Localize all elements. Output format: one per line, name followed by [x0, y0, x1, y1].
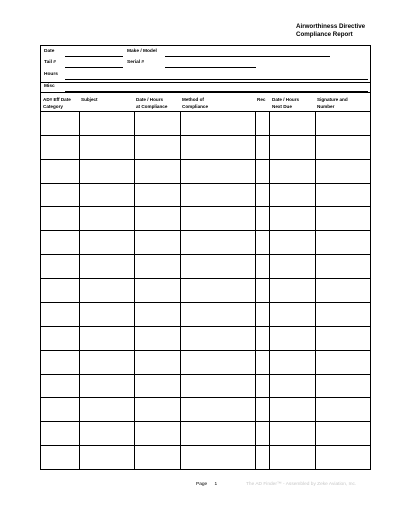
table-row	[41, 421, 370, 422]
column-header-line-2: Number	[317, 104, 335, 109]
aircraft-info-box	[40, 45, 371, 93]
column-header-line-1: Date / Hours	[272, 97, 300, 102]
tail-field[interactable]	[65, 67, 123, 68]
serial-label: Serial #	[127, 60, 145, 65]
table-row	[41, 254, 370, 255]
column-header-line-1: AD# Eff Date	[43, 97, 71, 102]
column-header-subject	[81, 96, 98, 103]
column-divider	[180, 111, 181, 469]
page-number: 1	[214, 482, 218, 487]
column-header-line-1: Method of	[182, 97, 204, 102]
column-header-line-2: Subject	[81, 97, 98, 102]
column-header-date-hours-compliance	[136, 96, 167, 110]
page-indicator	[196, 482, 217, 487]
report-title-line-1: Airworthiness Directive	[296, 23, 366, 30]
column-header-category	[43, 96, 71, 110]
date-field[interactable]	[65, 56, 123, 57]
misc-field[interactable]	[65, 91, 368, 92]
column-header-line-1: Signature and	[317, 97, 348, 102]
column-header-line-1: Date / Hours	[136, 97, 164, 102]
column-divider	[79, 111, 80, 469]
hours-label: Hours	[44, 72, 58, 77]
column-divider	[269, 111, 270, 469]
misc-label: Misc	[44, 84, 55, 89]
date-label: Date	[44, 49, 55, 54]
column-header-method	[182, 96, 208, 110]
column-header-line-2: Compliance	[182, 104, 209, 109]
column-header-line-2: Rec	[257, 97, 266, 102]
table-row	[41, 135, 370, 136]
table-row	[41, 159, 370, 160]
tail-label: Tail #	[44, 60, 56, 65]
column-header-rec	[257, 96, 265, 103]
table-row	[41, 374, 370, 375]
table-row	[41, 302, 370, 303]
serial-field[interactable]	[165, 67, 256, 68]
make-model-label: Make / Model	[127, 49, 157, 54]
table-row	[41, 206, 370, 207]
table-row	[41, 111, 370, 112]
make-model-field[interactable]	[165, 56, 330, 57]
report-title-line-2: Compliance Report	[296, 31, 353, 39]
hours-field[interactable]	[65, 79, 368, 80]
column-divider	[315, 111, 316, 469]
report-title	[296, 23, 365, 40]
table-row	[41, 278, 370, 279]
footer-note: The AD Finder™ - Assembled by Zeke Aviation, Inc.	[246, 482, 357, 487]
column-header-line-2: Next Due	[272, 104, 292, 109]
misc-separator	[41, 82, 370, 83]
table-row	[41, 397, 370, 398]
column-header-line-2: Category	[43, 104, 63, 109]
column-header-next-due	[272, 96, 299, 110]
table-row	[41, 445, 370, 446]
table-row	[41, 326, 370, 327]
page-label: Page	[196, 482, 208, 487]
table-row	[41, 350, 370, 351]
column-header-signature	[317, 96, 348, 110]
column-header-line-2: at Compliance	[136, 104, 168, 109]
column-divider	[134, 111, 135, 469]
column-divider	[255, 111, 256, 469]
table-row	[41, 230, 370, 231]
table-row	[41, 183, 370, 184]
compliance-table	[40, 93, 371, 470]
